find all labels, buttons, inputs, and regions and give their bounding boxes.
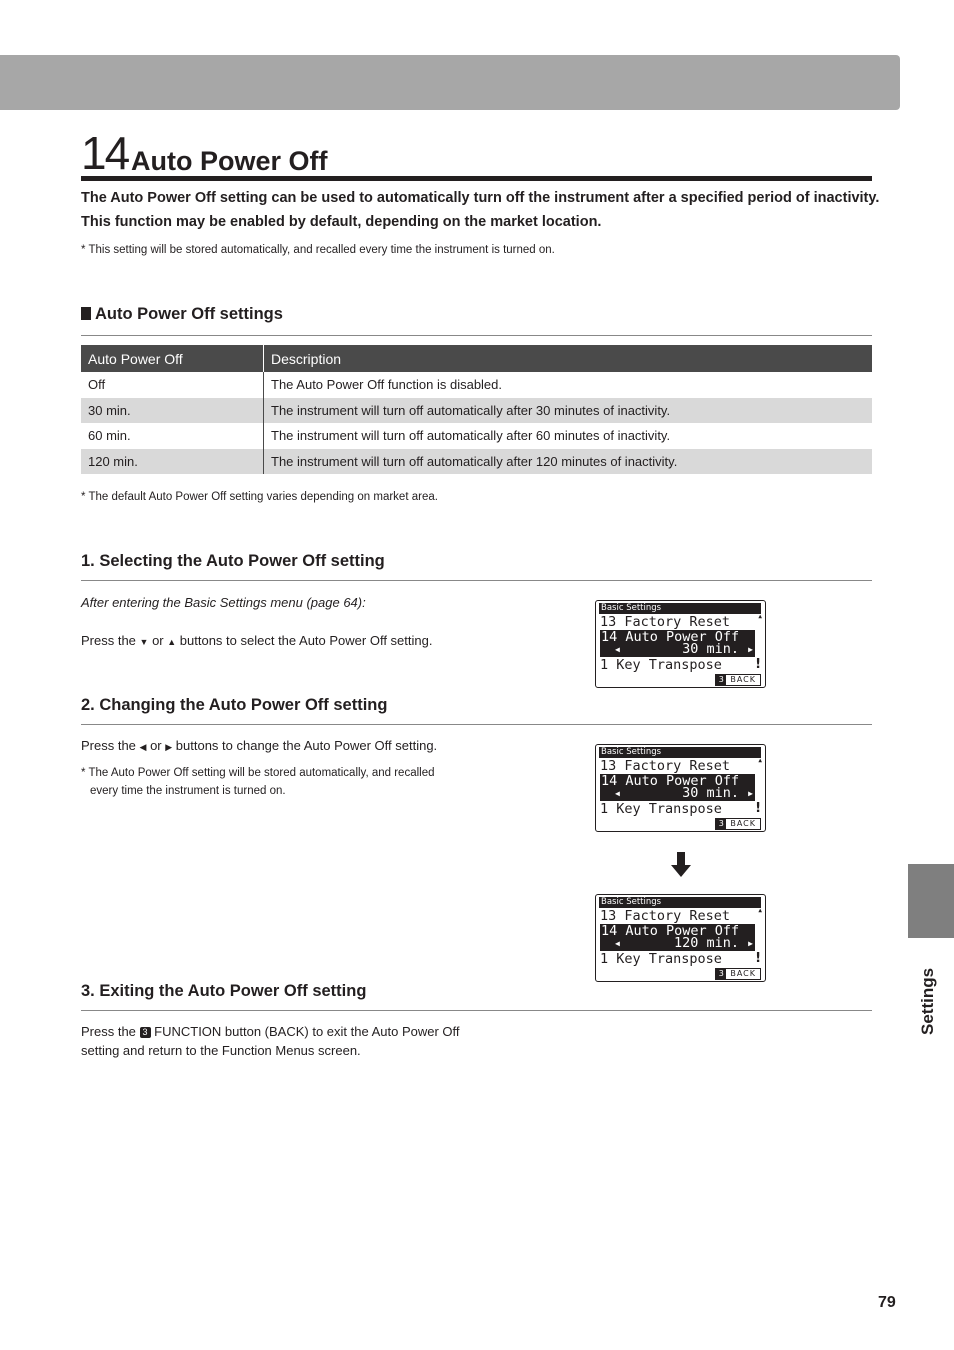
step1-intro: After entering the Basic Settings menu (page 64): <box>81 595 366 610</box>
up-arrow-icon: ▲ <box>167 637 177 647</box>
down-arrow-icon <box>671 852 691 878</box>
table-row <box>81 372 872 398</box>
side-tab <box>908 864 954 938</box>
exclamation-icon: ! <box>755 801 761 816</box>
step2-heading: 2. Changing the Auto Power Off setting <box>81 696 872 725</box>
exclamation-icon: ! <box>755 951 761 966</box>
step3-line <box>81 1022 460 1041</box>
step1-heading: 1. Selecting the Auto Power Off setting <box>81 552 872 581</box>
text-fragment: FUNCTION button (BACK) to exit the Auto Power Off <box>150 1024 460 1039</box>
function-button-3-icon: 3 <box>140 1027 151 1038</box>
table-note: * The default Auto Power Off setting varies depending on market area. <box>81 491 438 503</box>
lcd-selected-value: 30 min. <box>682 785 739 801</box>
table-row <box>81 423 872 449</box>
chapter-number: 14 <box>81 127 129 179</box>
table-header-row <box>81 345 872 372</box>
header-band <box>0 55 900 110</box>
table-cell: The instrument will turn off automatically after 60 minutes of inactivity. <box>271 428 671 444</box>
step2-note <box>81 764 435 800</box>
back-text: BACK <box>730 819 756 828</box>
down-arrow-icon: ▼ <box>139 637 149 647</box>
back-text: BACK <box>730 969 756 978</box>
settings-table <box>81 345 872 474</box>
table-cell: 60 min. <box>81 423 264 449</box>
lcd-row: 1 Key Transpose <box>600 951 722 967</box>
lcd-selected-name: 14 Auto Power Off <box>601 923 740 939</box>
step2-note-line: * The Auto Power Off setting will be stored automatically, and recalled <box>81 767 435 779</box>
table-cell: The instrument will turn off automatically after 120 minutes of inactivity. <box>264 449 873 475</box>
table-cell: 30 min. <box>81 398 264 424</box>
intro-line-1: The Auto Power Off setting can be used to automatically turn off the instrument after a specified period of inactivity. <box>81 190 880 206</box>
lcd-row: 1 Key Transpose <box>600 657 722 673</box>
right-arrow-icon: ▶ <box>748 939 753 948</box>
left-arrow-icon: ◀ <box>615 645 620 654</box>
lcd-display-1 <box>595 600 766 688</box>
text-fragment: or <box>148 633 168 648</box>
step3-heading: 3. Exiting the Auto Power Off setting <box>81 982 872 1011</box>
scroll-up-icon: ▲ <box>758 613 762 620</box>
lcd-title: Basic Settings <box>599 747 761 758</box>
left-arrow-icon: ◀ <box>139 742 147 752</box>
table-cell: The Auto Power Off function is disabled. <box>271 377 503 393</box>
step2-text <box>81 736 437 757</box>
intro-line-2: This function may be enabled by default, depending on the market location. <box>81 214 602 230</box>
text-fragment: Press the <box>81 633 140 648</box>
side-tab-label: Settings <box>918 967 937 1035</box>
page-number: 79 <box>878 1294 896 1311</box>
lcd-title: Basic Settings <box>599 603 761 614</box>
chapter-title: Auto Power Off <box>131 146 328 176</box>
lcd-selected-value: 30 min. <box>682 641 739 657</box>
step3-line: setting and return to the Function Menus screen. <box>81 1043 361 1058</box>
table-cell: The instrument will turn off automatically after 30 minutes of inactivity. <box>264 398 873 424</box>
back-label <box>715 674 761 686</box>
step3-text <box>81 1022 460 1060</box>
text-fragment: or <box>146 738 166 753</box>
lcd-row: 13 Factory Reset <box>600 758 731 774</box>
lcd-display-3 <box>595 894 766 982</box>
intro-paragraph <box>81 186 881 234</box>
right-arrow-icon: ▶ <box>748 789 753 798</box>
text-fragment: buttons to select the Auto Power Off setting. <box>176 633 433 648</box>
lcd-selected-row <box>600 774 755 801</box>
table-row <box>81 398 872 424</box>
back-label <box>715 818 761 830</box>
back-number: 3 <box>716 969 726 979</box>
left-arrow-icon: ◀ <box>615 789 620 798</box>
table-header-cell: Auto Power Off <box>81 345 264 372</box>
lcd-row: 13 Factory Reset <box>600 614 731 630</box>
lcd-selected-name: 14 Auto Power Off <box>601 629 740 645</box>
back-label <box>715 968 761 980</box>
intro-note: * This setting will be stored automatically, and recalled every time the instrument is turned on. <box>81 244 555 256</box>
lcd-row: 1 Key Transpose <box>600 801 722 817</box>
lcd-display-2 <box>595 744 766 832</box>
right-arrow-icon: ▶ <box>165 742 173 752</box>
scroll-up-icon: ▲ <box>758 907 762 914</box>
table-cell: Off <box>81 372 264 398</box>
text-fragment: Press the <box>81 738 140 753</box>
table-header-cell: Description <box>264 345 873 372</box>
text-fragment: buttons to change the Auto Power Off setting. <box>172 738 438 753</box>
lcd-selected-row <box>600 630 755 657</box>
chapter-heading <box>81 126 872 181</box>
lcd-selected-row <box>600 924 755 951</box>
exclamation-icon: ! <box>755 657 761 672</box>
back-text: BACK <box>730 675 756 684</box>
settings-heading <box>81 305 872 336</box>
square-bullet-icon <box>81 307 91 320</box>
table-cell: 120 min. <box>81 449 264 475</box>
lcd-selected-name: 14 Auto Power Off <box>601 773 740 789</box>
back-number: 3 <box>716 819 726 829</box>
settings-heading-text: Auto Power Off settings <box>95 305 283 323</box>
left-arrow-icon: ◀ <box>615 939 620 948</box>
text-fragment: Press the <box>81 1024 140 1039</box>
lcd-row: 13 Factory Reset <box>600 908 731 924</box>
right-arrow-icon: ▶ <box>748 645 753 654</box>
lcd-title: Basic Settings <box>599 897 761 908</box>
back-number: 3 <box>716 675 726 685</box>
step2-note-line: every time the instrument is turned on. <box>90 785 286 797</box>
scroll-up-icon: ▲ <box>758 757 762 764</box>
step1-text <box>81 631 432 652</box>
table-row <box>81 449 872 475</box>
lcd-selected-value: 120 min. <box>673 935 739 951</box>
